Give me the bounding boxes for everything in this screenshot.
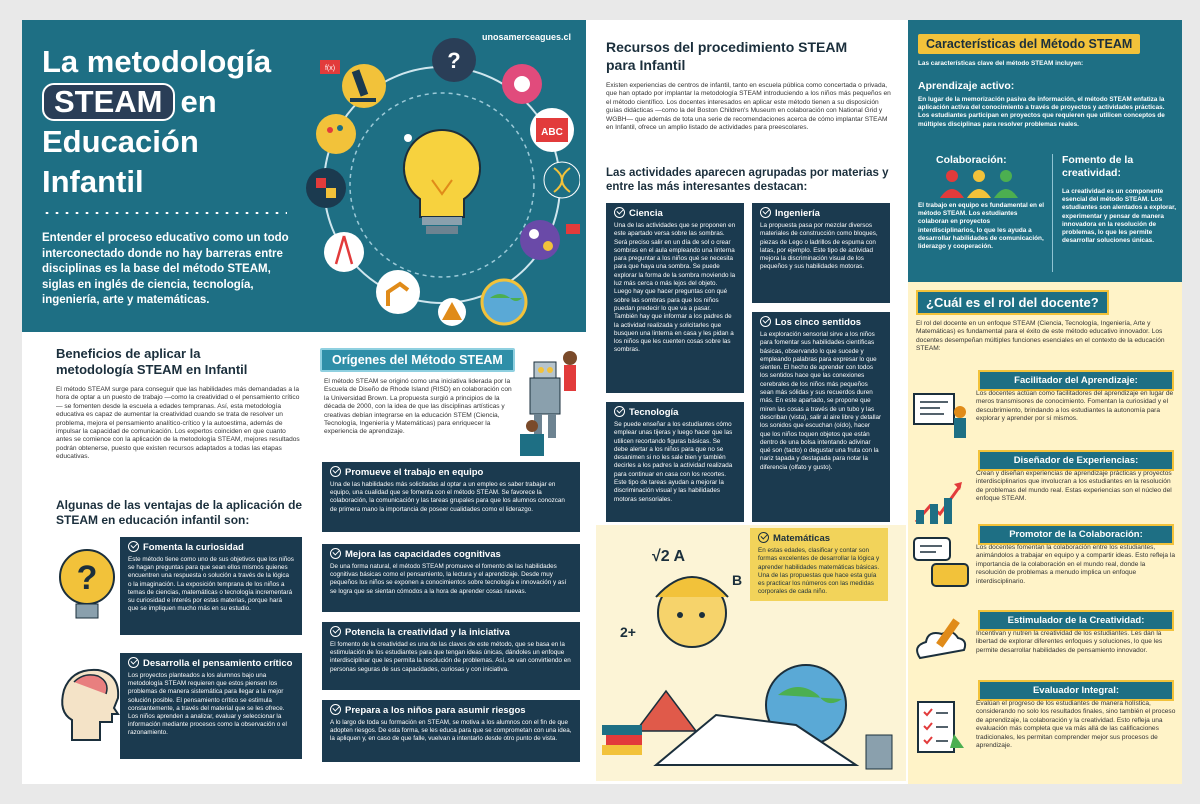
role-promotor-text: Los docentes fomentan la colaboración entre los estudiantes, animándolos a trabajar en equipo y a compartir ideas. Esto refleja la importancia de la colaboración en el mundo real, donde la resolución de problemas a menudo implica un enfoque interdisciplinario. — [976, 544, 1176, 585]
dotted-divider — [42, 210, 287, 216]
beneficios-text: El método STEAM surge para conseguir que las habilidades más demandadas a la hora de optar a un puesto de trabajo —como la creatividad o el pensamiento crítico— se fomenten desde la escuela a edades tempranas. Así, esta metodología educativa es capaz de aumentar la creatividad cuando se trata de resolver un problema, mejora el pensamiento analítico-crítico y la autoestima, además de impulsar la capacidad de comunicación. Los expertos coinciden en que cuanto antes se comience con la aplicación de la metodología STEAM, mejores resultados podrán obtenerse, puesto que existen recursos adaptados a todas las etapas educativas. — [56, 386, 300, 461]
role-disenador-text: Crean y diseñan experiencias de aprendizaje prácticas y proyectos interdisciplinarios que involucran a los estudiantes en la resolución de problemas del mundo real. Estas experiencias son el núcleo del enfoque STEAM. — [976, 470, 1172, 503]
ventaja-title: Desarrolla el pensamiento crítico — [143, 658, 293, 669]
role-evaluador-text: Evalúan el progreso de los estudiantes de manera holística, considerando no solo los resultados finales, sino también el proceso de aprendizaje, la colaboración y la creatividad. Esto refleja una evaluación más completa que va más allá de las calificaciones tradicionales, les permitan comprender mejor sus procesos de aprendizaje. — [976, 700, 1176, 750]
brain-head-icon — [52, 660, 122, 750]
ventajas-title: Algunas de las ventajas de la aplicación de STEAM en educación infantil son: — [56, 498, 303, 527]
origenes-title: Orígenes del Método STEAM — [320, 348, 515, 372]
box-text: El fomento de la creatividad es una de las claves de este método, que se basa en la estimulación de los estudiantes para que tengan ideas únicas, dándoles un enfoque interdisciplinar que les permita la resolución de problemas. Así, se van convirtiendo en personas seguras de sus capacidades, curiosas y con iniciativa. — [330, 641, 571, 673]
site-label: unosamerceagues.cl — [482, 32, 572, 42]
creatividad-text: La creatividad es un componente esencial del método STEAM. Los estudiantes son alentados a explorar, experimentar y pensar de manera innovadora en la resolución de problemas, lo que les permite desarrollar soluciones únicas. — [1062, 188, 1177, 245]
role-estimulador-text: Incentivan y nutren la creatividad de los estudiantes. Les dan la libertad de explorar diferentes enfoques y soluciones, lo que les permite desarrollar habilidades de pensamiento innovador. — [976, 630, 1163, 654]
ventaja-curiosidad-box — [120, 537, 302, 635]
molecule-icon — [520, 220, 560, 260]
materia-matematicas-box — [750, 528, 888, 601]
title-en: en — [180, 84, 217, 119]
box-capacidades-cognitivas — [322, 544, 580, 612]
abc-block-icon — [530, 108, 574, 152]
fx-icon — [566, 224, 580, 234]
chat-bubbles-icon — [910, 534, 972, 590]
recursos-text: Existen experiencias de centros de infantil, tanto en escuela pública como concertada o privada, que han optado por implantar la metodología STEAM introduciendo a los niños más pequeños en el método científico. Los docentes interesados en aplicar este método tienen a su disposición guías didácticas —como la del Boston Children's Museum en colaboración con National Grid y WGBH— que además de tota una serie de recomendaciones acerca de cómo implantar STEAM en Infantil, ofrece un amplio listado de actividades para preescolares. — [606, 82, 891, 132]
ventaja-text: Este método tiene como uno de sus objetivos que los niños se hagan preguntas para que sean ellos mismos quienes encuentren una respuesta o solución a través de la lógica o la imaginación. La exposición temprana de los niños a temas de ciencias, matemáticas o tecnología incrementará su curiosidad e interés por estas materias, porque hará que se impliquen mucho más en su estudio. — [128, 556, 294, 613]
title-line-4: Infantil — [42, 164, 144, 199]
role-disenador: Diseñador de Experiencias: — [978, 450, 1174, 471]
infographic-sheet — [22, 20, 1182, 784]
lightbulb-icon — [404, 130, 480, 234]
box-text: A lo largo de toda su formación en STEAM, se motiva a los alumnos con el fin de que adopten riesgos. De esta forma, se les educa para que se comprometan con una idea, la apliquen y, en caso de que falle, vuelvan a intentarlo desde otro punto de vista. — [330, 719, 572, 743]
caracteristicas-intro: Las características clave del método STEAM incluyen: — [918, 60, 1084, 67]
ventaja-pensamiento-box — [120, 653, 302, 759]
dna-icon — [544, 162, 580, 198]
hero-subtitle: Entender el proceso educativo como un todo interconectado donde no hay barreras entre disciplinas es la base del método STEAM, siglas en inglés de ciencia, tecnología, ingeniería, arte y matemáticas. — [42, 232, 289, 306]
rol-intro: El rol del docente en un enfoque STEAM (Ciencia, Tecnología, Ingeniería, Arte y Matemáticas) es fundamental para el éxito de este método educativo innovador. Los docentes desempeñan múltiples funciones esenciales en el contexto de la educación STEAM: — [916, 320, 1165, 353]
check-icon — [614, 207, 625, 218]
activo-text: En lugar de la memorización pasiva de información, el método STEAM enfatiza la aplicación activa del conocimiento a través de proyectos y actividades prácticas. Los estudiantes participan en proyectos que requieren que utilicen conceptos de múltiples disciplinas para resolver problemas reales. — [918, 96, 1165, 128]
check-icon — [128, 657, 139, 668]
materia-title: Ingeniería — [775, 208, 820, 219]
check-icon — [330, 626, 341, 637]
check-icon — [760, 207, 771, 218]
title-line-3: Educación — [42, 124, 199, 159]
column-divider — [1052, 154, 1053, 272]
microscope-icon — [342, 64, 386, 108]
materia-text: Se puede enseñar a los estudiantes cómo emplear unas tijeras y luego hacer que las utilicen recortando figuras básicas. Se debe alertar a los niños para que no se desanimen si no les sale bien y también decirles a los padres la actividad realizada para continuar en casa con los recortes. Este tipo de tareas ayudan a mejorar la discriminación visual y las habilidades motoras sensoriales. — [614, 421, 733, 503]
title-line-1: La metodología — [42, 44, 272, 79]
creatividad-title: Fomento de la creatividad: — [1062, 154, 1134, 179]
palette-icon — [316, 114, 356, 154]
svg-text:2+: 2+ — [620, 624, 636, 640]
box-text: De una forma natural, el método STEAM promueve el fomento de las habilidades cognitivas básicas como el pensamiento, la lectura y el aprendizaje. Desde muy pequeños los niños se exponen a conocimientos sobre tecnología e innovación y así se logra que se sientan cómodos a la hora de aprender cosas nuevas. — [330, 563, 567, 595]
pencil-cloud-icon — [910, 612, 972, 668]
ventaja-text: Los proyectos planteados a los alumnos bajo una metodología STEAM requieren que estos piensen los problemas de manera sistemática para llegar a la mejor solución posible. El pensamiento crítico se estimula constantemente, a través del material que se les ofrece. Los niños aprenden a analizar, evaluar y seleccionar la información mediante procesos como la observación o el razonamiento. — [128, 672, 287, 737]
materia-text: En estas edades, clasificar y contar son formas excelentes de desarrollar la lógica y aprender habilidades matemáticas básicas. Una de las propuestas que hace esta guía es practicar los números con las medidas corporales de cada niño. — [758, 547, 880, 596]
hero-title — [42, 42, 292, 202]
materia-tecnologia-box — [606, 402, 744, 522]
check-icon — [330, 704, 341, 715]
svg-text:f(x): f(x) — [324, 65, 336, 72]
check-icon — [614, 406, 625, 417]
actividades-title: Las actividades aparecen agrupadas por materias y entre las más interesantes destacan: — [606, 167, 889, 193]
box-trabajo-equipo — [322, 462, 580, 532]
kids-robot-illustration — [520, 338, 586, 458]
svg-text:ABC: ABC — [541, 127, 563, 138]
colab-text: El trabajo en equipo es fundamental en el método STEAM. Los estudiantes colaboran en proyectos interdisciplinarios, lo que les ayuda a desarrollar habilidades de comunicación, liderazgo y cooperación. — [918, 202, 1045, 251]
check-icon — [758, 532, 769, 543]
question-bulb-icon — [52, 542, 122, 632]
check-icon — [128, 541, 139, 552]
materia-title: Ciencia — [629, 208, 663, 219]
colab-title: Colaboración: — [936, 154, 1007, 166]
teacher-board-icon — [910, 388, 972, 444]
svg-text:√2 A: √2 A — [652, 548, 686, 565]
rol-title: ¿Cuál es el rol del docente? — [916, 290, 1109, 315]
materia-ciencia-box — [606, 203, 744, 393]
recursos-title: Recursos del procedimiento STEAM para Infantil — [606, 39, 848, 73]
lightbulb-illustration — [304, 30, 580, 328]
growth-arrow-icon — [910, 472, 972, 528]
box-title: Prepara a los niños para asumir riesgos — [345, 705, 526, 716]
box-creatividad-iniciativa — [322, 622, 580, 690]
question-head-icon — [432, 38, 476, 82]
hero-banner — [22, 20, 586, 332]
robot-arm-icon — [376, 270, 420, 314]
steam-badge: STEAM — [42, 83, 175, 121]
pyramid-icon — [438, 298, 466, 326]
materia-sentidos-box — [752, 312, 890, 522]
materia-title: Los cinco sentidos — [775, 317, 862, 328]
role-facilitador-text: Los docentes actúan como facilitadores del aprendizaje en lugar de meros transmisores de conocimiento. Fomentan la curiosidad y el descubrimiento, brindando a los estudiantes la autonomía para explorar y aprender por sí mismos. — [976, 390, 1174, 423]
activo-title: Aprendizaje activo: — [918, 80, 1015, 92]
materia-text: Una de las actividades que se proponen en este apartado versa sobre las sombras. Será preciso salir en un día de sol o crear sombras en el aula empleando una linterna para preguntar a los niños qué se necesita para que haya una sombra. Se puede explorar la forma de la sombra moviendo la luz más cerca o más lejos del objeto. Luego hay que hacer preguntas con qué sobre las sombras para que los niños puedan predecir lo que va a pasar. También hay que informar a los padres de la actividad realizada y solicitarles que busquen una linterna en casa y les pidan a los niños que les cuenten cosas sobre las sombras. — [614, 222, 736, 354]
chemistry-flask-icon — [404, 134, 412, 142]
checklist-icon — [910, 700, 972, 756]
caracteristicas-title: Características del Método STEAM — [918, 34, 1140, 54]
role-evaluador: Evaluador Integral: — [978, 680, 1174, 701]
ventaja-title: Fomenta la curiosidad — [143, 542, 244, 553]
materia-title: Tecnología — [629, 407, 679, 418]
box-title: Promueve el trabajo en equipo — [345, 467, 484, 478]
materia-title: Matemáticas — [773, 533, 831, 544]
fx-chip-icon — [320, 60, 340, 74]
puzzle-icon — [306, 168, 346, 208]
origenes-text: El método STEAM se originó como una iniciativa liderada por la Escuela de Diseño de Rhode Island (RISD) en colaboración con la Universidad Brown. La propuesta surgió a principios de la década de 2000, con la idea de que las disciplinas artísticas y creativas debían integrarse en la educación STEM (Ciencia, Tecnología, Ingeniería y Matemáticas) para enriquecer la experiencia de aprendizaje. — [324, 378, 512, 436]
svg-text:?: ? — [76, 559, 98, 597]
gear-person-icon — [502, 64, 542, 104]
role-facilitador: Facilitador del Aprendizaje: — [978, 370, 1174, 391]
role-estimulador: Estimulador de la Creatividad: — [978, 610, 1174, 631]
materia-text: La exploración sensorial sirve a los niños para fomentar sus habilidades científicas básicas, observando lo que sucede y empleando palabras para expresar lo que sienten. El hecho de aprender con todos los sentidos hace que las conexiones cerebrales de los niños más pequeños sean más sólidas y sus recuerdos duren más. En este apartado, se propone que miren las cosas a través de un tubo y las describan (vista), salir al aire libre y detallar los sonidos que escuchan (oído), hacer que los niños toquen objetos que están dentro de una bolsa intentando adivinar qué son (tacto) o degustar una fruta con la nariz tapada y destapada para notar la diferencia (olfato y gusto). — [760, 331, 882, 471]
compass-tool-icon — [324, 232, 364, 272]
check-icon — [330, 466, 341, 477]
globe-icon — [482, 280, 526, 324]
check-icon — [330, 548, 341, 559]
box-text: Una de las habilidades más solicitadas al optar a un empleo es saber trabajar en equipo, una cualidad que se fomenta con el método STEAM. Se favorece la colaboración, la comunicación y las tareas grupales para que los alumnos conozcan de primera mano la importancia de poseer cualidades como el liderazgo. — [330, 481, 565, 513]
materia-ingenieria-box — [752, 203, 890, 303]
svg-text:B: B — [732, 572, 743, 588]
svg-text:?: ? — [447, 48, 461, 73]
materia-text: La propuesta pasa por mezclar diversos materiales de construcción como bloques, piezas de Lego o ladrillos de espuma con latas, por ejemplo. Este tipo de actividad mejora la discriminación visual de los pequeños y sus habilidades motoras. — [760, 222, 878, 271]
check-icon — [760, 316, 771, 327]
box-title: Mejora las capacidades cognitivas — [345, 549, 501, 560]
box-asumir-riesgos — [322, 700, 580, 762]
role-promotor: Promotor de la Colaboración: — [978, 524, 1174, 545]
team-people-icon — [936, 168, 1022, 200]
box-title: Potencia la creatividad y la iniciativa — [345, 627, 510, 638]
beneficios-title: Beneficios de aplicar la metodología STEAM en Infantil — [56, 346, 248, 377]
